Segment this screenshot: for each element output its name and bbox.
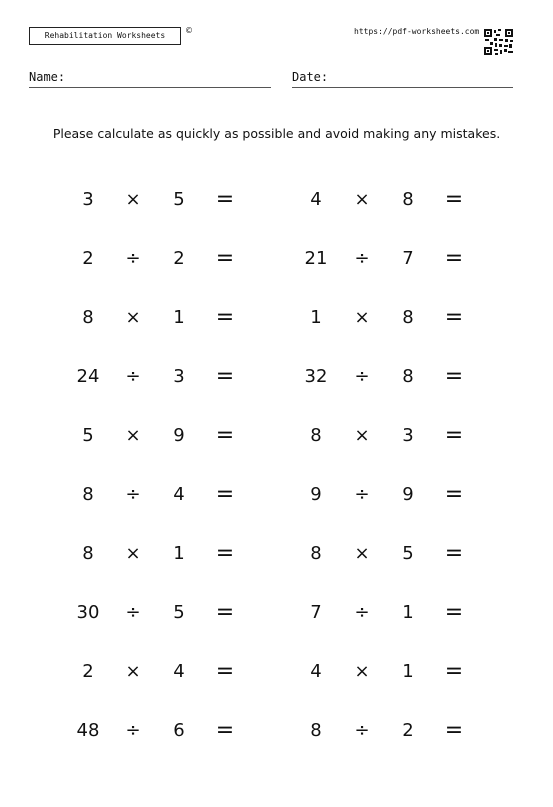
problem-equals-sign: = [215,187,235,212]
date-field[interactable]: Date: [292,69,513,88]
problem-operator: ÷ [354,248,370,269]
problem-operand-b: 6 [173,720,185,741]
problem-operand-a: 8 [82,484,94,505]
problem-equals-sign: = [444,187,464,212]
problem-operand-a: 5 [82,425,94,446]
problem-operator: ÷ [125,366,141,387]
problem-operand-b: 2 [173,248,185,269]
problem-operator: × [125,543,141,564]
problem-operand-b: 5 [173,189,185,210]
problem-operand-b: 9 [173,425,185,446]
problem-equals-sign: = [215,305,235,330]
problem-operator: ÷ [125,248,141,269]
problem-operand-b: 1 [173,543,185,564]
problem-operand-a: 8 [310,720,322,741]
problem-equals-sign: = [444,246,464,271]
worksheet-title: Rehabilitation Worksheets [29,27,181,45]
problem-operator: × [354,661,370,682]
problem-equals-sign: = [215,659,235,684]
problem-operator: ÷ [354,484,370,505]
problem-operand-a: 32 [304,366,328,387]
problem-operand-a: 8 [82,307,94,328]
problem-equals-sign: = [215,423,235,448]
problem-operand-a: 24 [76,366,100,387]
problem-operand-b: 1 [173,307,185,328]
problem-operand-a: 48 [76,720,100,741]
problem-operator: × [354,425,370,446]
problem-operator: ÷ [354,366,370,387]
problem-operand-b: 8 [402,307,414,328]
problem-operator: × [125,661,141,682]
problem-operator: ÷ [354,720,370,741]
problem-operand-b: 7 [402,248,414,269]
problem-operand-a: 7 [310,602,322,623]
problem-equals-sign: = [215,718,235,743]
problem-operand-a: 9 [310,484,322,505]
site-url[interactable]: https://pdf-worksheets.com [354,27,480,36]
problem-operand-a: 2 [82,248,94,269]
problem-operator: ÷ [125,484,141,505]
problem-operand-b: 3 [402,425,414,446]
problem-equals-sign: = [444,482,464,507]
problem-operand-a: 1 [310,307,322,328]
problem-equals-sign: = [444,600,464,625]
problem-operand-a: 3 [82,189,94,210]
problem-equals-sign: = [444,718,464,743]
problem-equals-sign: = [444,305,464,330]
problem-operand-b: 3 [173,366,185,387]
problem-operand-a: 8 [310,543,322,564]
problem-operator: × [125,189,141,210]
problem-equals-sign: = [215,246,235,271]
problem-operand-b: 1 [402,602,414,623]
problem-operand-a: 30 [76,602,100,623]
problem-equals-sign: = [444,659,464,684]
name-field[interactable]: Name: [29,69,271,88]
problem-operand-a: 8 [82,543,94,564]
problem-equals-sign: = [444,423,464,448]
copyright-mark: © [185,26,193,35]
problem-equals-sign: = [215,541,235,566]
problem-operand-b: 5 [173,602,185,623]
problem-equals-sign: = [215,600,235,625]
problem-equals-sign: = [444,541,464,566]
problem-operand-b: 4 [173,661,185,682]
instructions: Please calculate as quickly as possible and avoid making any mistakes. [52,126,501,141]
problem-operator: ÷ [125,602,141,623]
problem-operand-a: 21 [304,248,328,269]
problem-operand-b: 5 [402,543,414,564]
problem-operand-b: 9 [402,484,414,505]
problem-operator: × [354,543,370,564]
problem-equals-sign: = [444,364,464,389]
problem-operand-b: 8 [402,366,414,387]
problem-equals-sign: = [215,364,235,389]
problem-operand-a: 8 [310,425,322,446]
problem-operator: × [354,189,370,210]
problem-operand-b: 2 [402,720,414,741]
problem-operand-b: 8 [402,189,414,210]
problem-operand-b: 1 [402,661,414,682]
problem-operand-a: 2 [82,661,94,682]
problem-operator: × [125,425,141,446]
problem-operand-a: 4 [310,189,322,210]
problem-operator: ÷ [354,602,370,623]
problem-operator: ÷ [125,720,141,741]
problem-equals-sign: = [215,482,235,507]
problem-operand-b: 4 [173,484,185,505]
problem-operator: × [354,307,370,328]
problem-operator: × [125,307,141,328]
problem-operand-a: 4 [310,661,322,682]
